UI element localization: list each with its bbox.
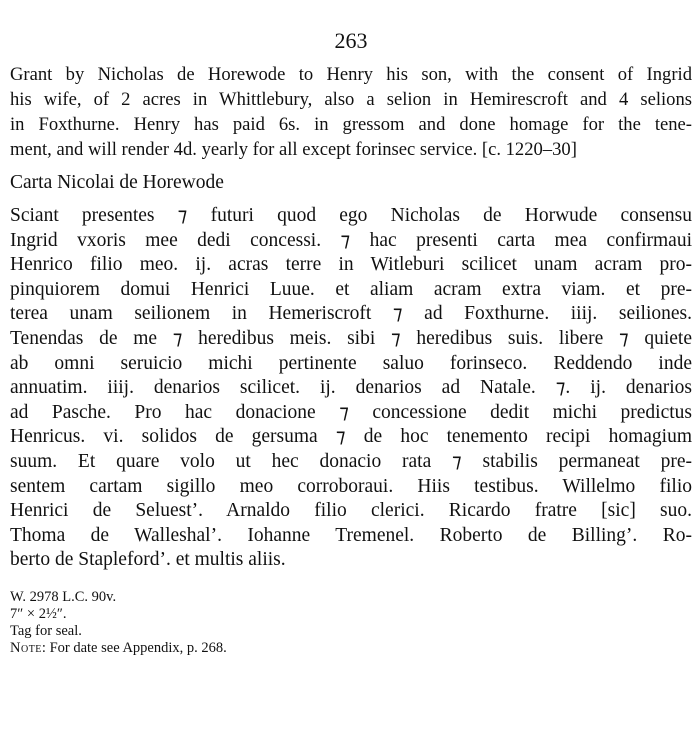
charter-line: Tenendas de me ⁊ heredibus meis. sibi ⁊ heredibus suis. libere ⁊ quiete	[10, 327, 692, 349]
charter-line: Ingrid vxoris mee dedi concessi. ⁊ hac presenti carta mea confirmaui	[10, 229, 692, 251]
charter-line: ab omni seruicio michi pertinente saluo forinseco. Reddendo inde	[10, 352, 692, 374]
charter-line: annuatim. iiij. denarios scilicet. ij. denarios ad Natale. ⁊. ij. denarios	[10, 377, 692, 399]
charter-title: Carta Nicolai de Horewode	[10, 172, 224, 193]
page-number: 263	[334, 28, 368, 53]
date-note	[10, 640, 692, 657]
charter-text	[10, 204, 692, 573]
editorial-notes	[10, 589, 692, 657]
summary-line: his wife, of 2 acres in Whittlebury, also a selion in Hemirescroft and 4 selions	[10, 89, 692, 110]
summary-line: Grant by Nicholas de Horewode to Henry his son, with the consent of Ingrid	[10, 64, 692, 85]
charter-line: Thoma de Walleshal’. Iohanne Tremenel. Roberto de Billing’. Ro-	[10, 524, 692, 546]
charter-line: berto de Stapleford’. et multis aliis.	[10, 549, 286, 571]
document-size: 7″ × 2½″.	[10, 605, 67, 622]
charter-line: sentem cartam sigillo meo corroboraui. Hiis testibus. Willelmo filio	[10, 475, 692, 497]
charter-line: Sciant presentes ⁊ futuri quod ego Nicholas de Horwude consensu	[10, 205, 692, 226]
charter-line: terea unam seilionem in Hemeriscroft ⁊ ad Foxthurne. iiij. seiliones.	[10, 303, 692, 325]
note-label: Note	[10, 639, 42, 656]
document-page	[10, 26, 692, 657]
charter-line: suum. Et quare volo ut hec donacio rata ⁊ stabilis permaneat pre-	[10, 450, 692, 472]
summary-line: ment, and will render 4d. yearly for all except forinsec service. [c. 1220–30]	[10, 139, 577, 160]
seal-note: Tag for seal.	[10, 622, 82, 639]
note-text: : For date see Appendix, p. 268.	[41, 639, 227, 656]
summary-line: in Foxthurne. Henry has paid 6s. in gressom and done homage for the tene-	[10, 114, 692, 135]
manuscript-reference: W. 2978 L.C. 90v.	[10, 588, 117, 605]
charter-line: Henrico filio meo. ij. acras terre in Witleburi scilicet unam acram pro-	[10, 254, 692, 276]
charter-line: ad Pasche. Pro hac donacione ⁊ concessione dedit michi predictus	[10, 401, 692, 423]
charter-line: pinquiorem domui Henrici Luue. et aliam acram extra viam. et pre-	[10, 278, 692, 300]
charter-line: Henricus. vi. solidos de gersuma ⁊ de hoc tenemento recipi homagium	[10, 426, 692, 448]
charter-summary	[10, 62, 692, 162]
charter-line: Henrici de Seluest’. Arnaldo filio clerici. Ricardo fratre [sic] suo.	[10, 500, 692, 522]
